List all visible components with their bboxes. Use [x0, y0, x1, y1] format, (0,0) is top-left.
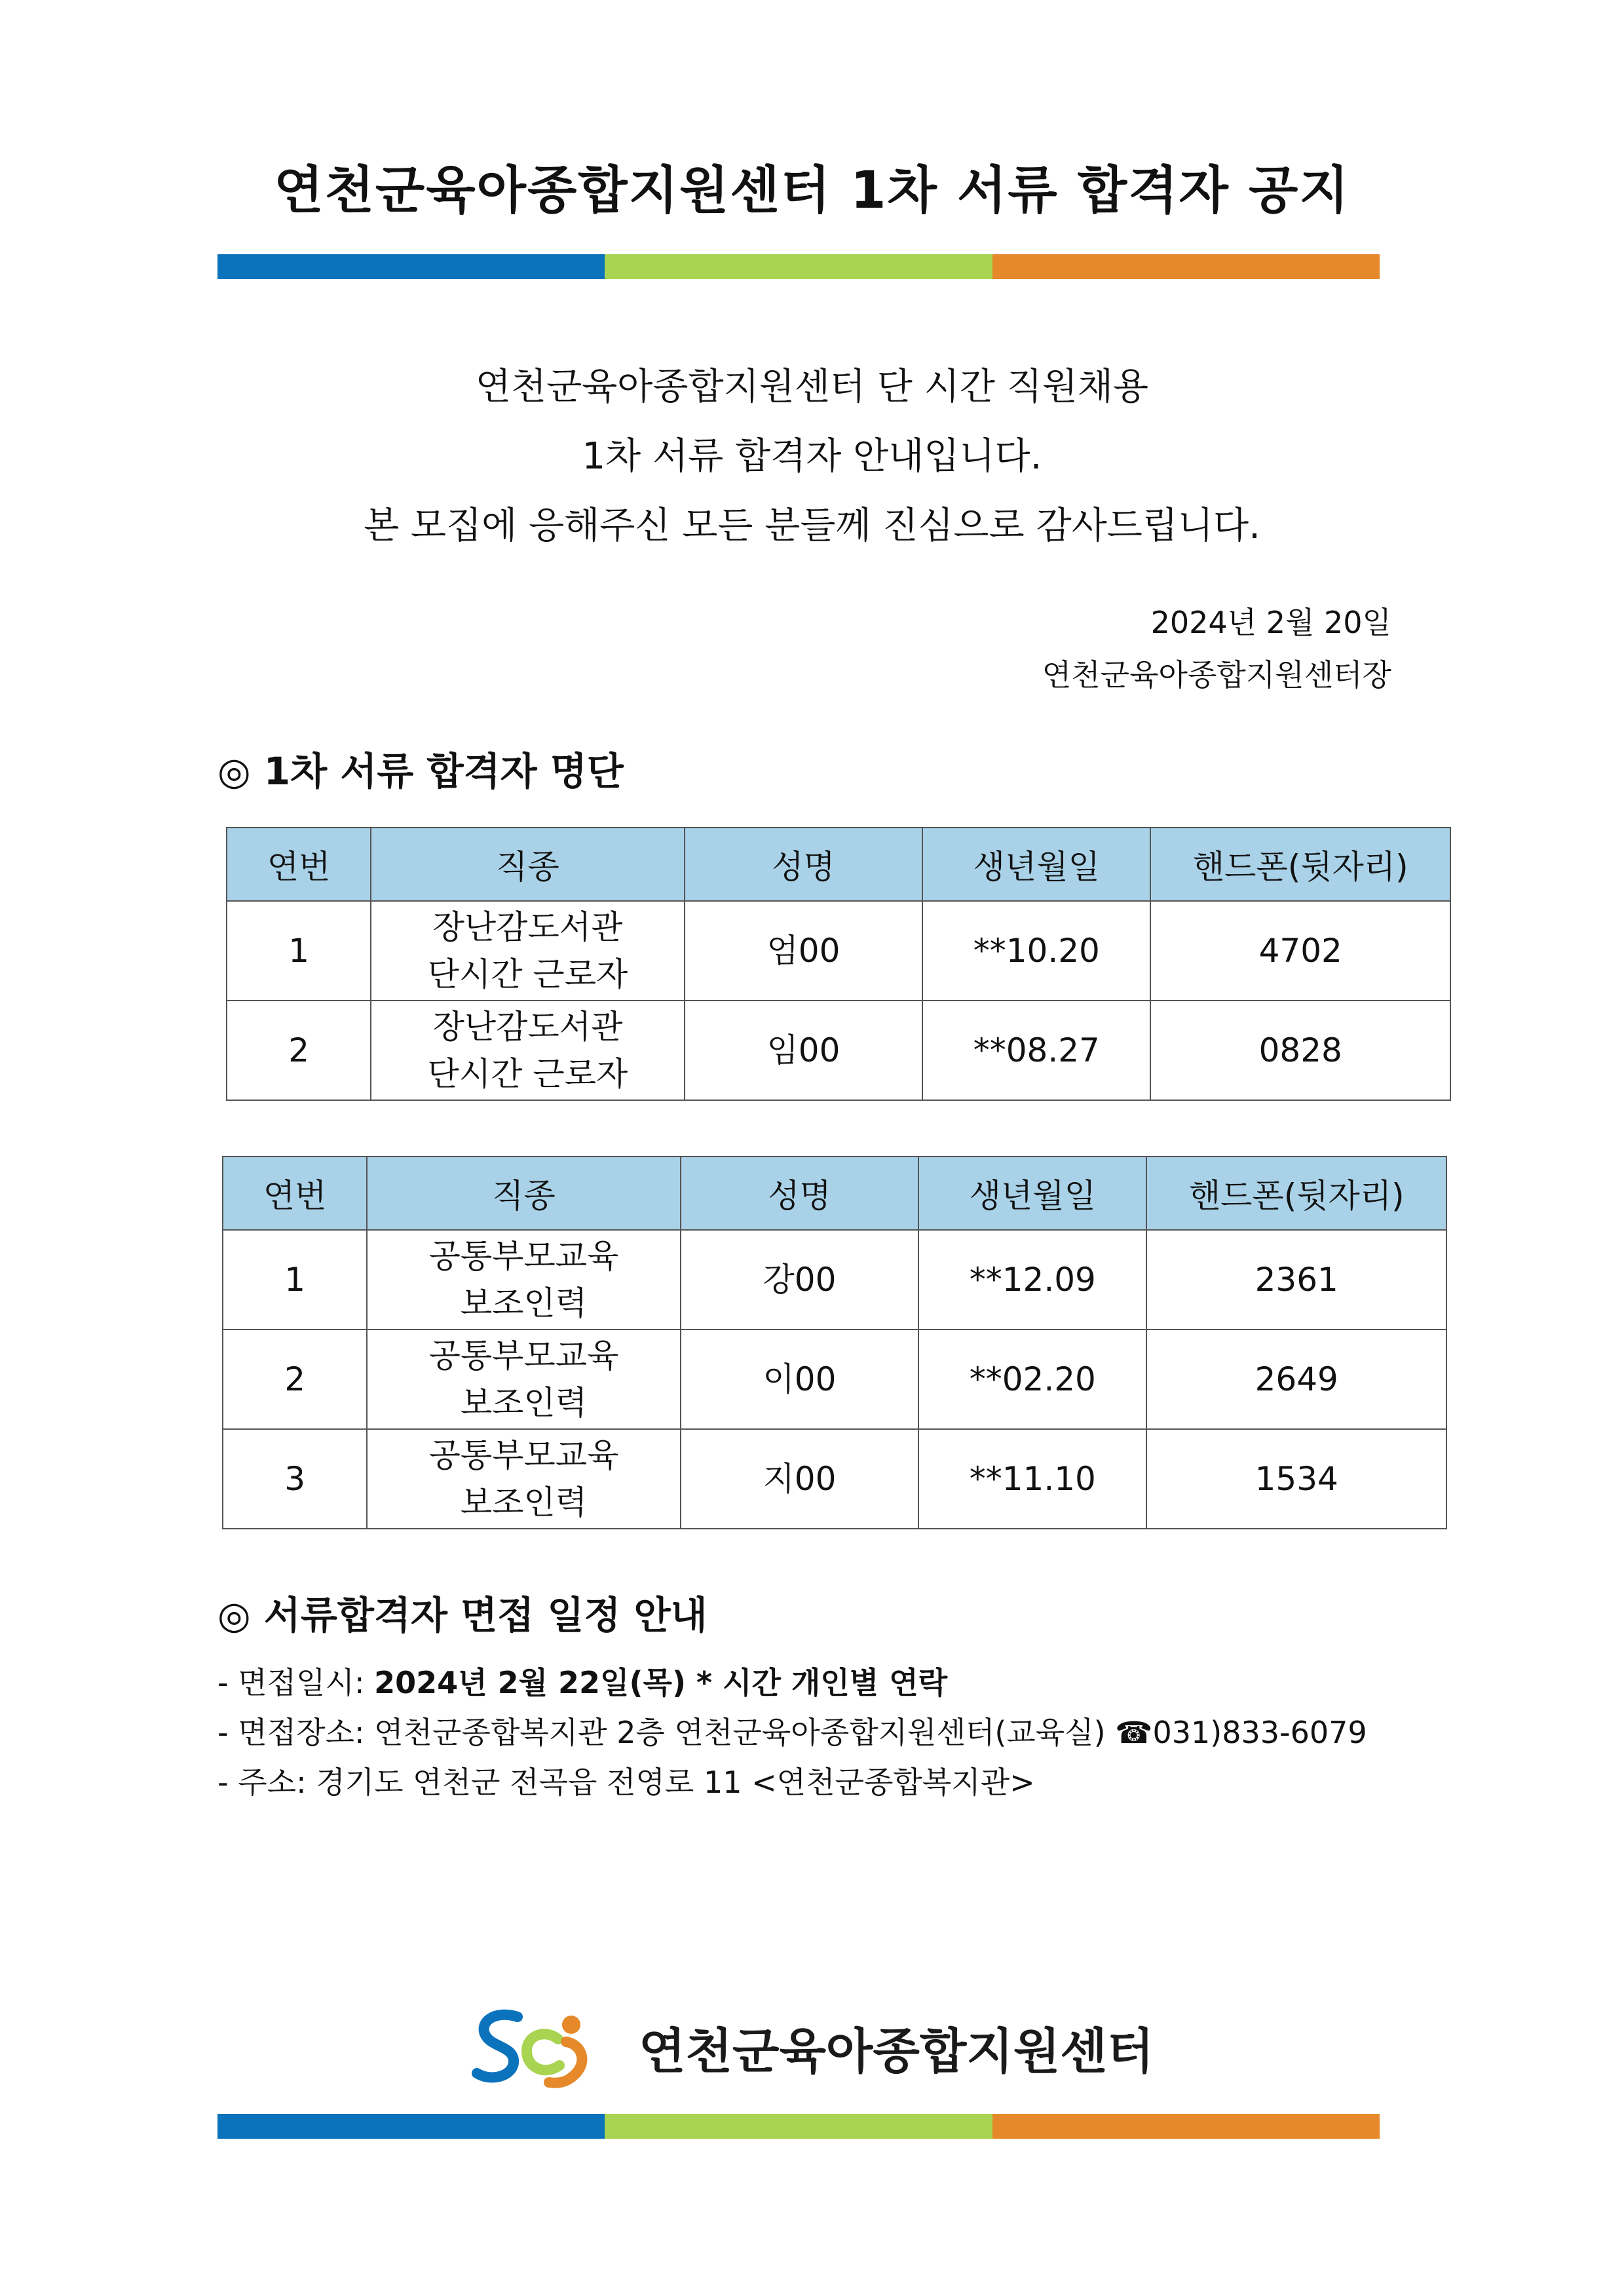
cell-no: 2	[223, 1330, 367, 1429]
cell-no: 1	[227, 901, 371, 1001]
job-line-1: 장난감도서관	[432, 908, 623, 946]
header-phone: 핸드폰(뒷자리)	[1150, 828, 1450, 901]
interview-datetime	[217, 1658, 1367, 1708]
date-signature	[1042, 596, 1391, 701]
job-line-2: 보조인력	[460, 1284, 588, 1322]
center-logo-icon	[472, 2005, 603, 2090]
cell-no: 1	[223, 1230, 367, 1330]
cell-name: 지00	[681, 1429, 918, 1529]
color-bar-orange	[992, 254, 1380, 279]
interview-place	[217, 1708, 1367, 1757]
cell-job	[371, 901, 685, 1001]
roster-table-toy-library	[226, 827, 1451, 1101]
table-header-row	[223, 1157, 1446, 1230]
table-row	[227, 1001, 1450, 1100]
place-phone: 031)833-6079	[1152, 1715, 1367, 1750]
job-line-1: 공통부모교육	[428, 1436, 619, 1474]
table-row	[223, 1230, 1446, 1330]
cell-birth: **02.20	[918, 1330, 1146, 1429]
job-line-2: 보조인력	[460, 1483, 588, 1521]
color-bar-green	[605, 254, 992, 279]
place-value: 연천군종합복지관 2층 연천군육아종합지원센터(교육실)	[374, 1715, 1116, 1750]
color-bar-orange	[992, 2114, 1380, 2139]
notice-date: 2024년 2월 20일	[1150, 605, 1391, 640]
header-birth: 생년월일	[922, 828, 1150, 901]
job-line-1: 장난감도서관	[432, 1008, 623, 1046]
header-name: 성명	[681, 1157, 918, 1230]
job-line-1: 공통부모교육	[428, 1237, 619, 1275]
header-job: 직종	[367, 1157, 681, 1230]
address-label: - 주소:	[217, 1765, 316, 1800]
job-line-1: 공통부모교육	[428, 1337, 619, 1375]
job-line-2: 단시간 근로자	[427, 955, 628, 993]
cell-phone: 4702	[1150, 901, 1450, 1001]
color-bar-blue	[217, 254, 605, 279]
section-title-interview: ◎ 서류합격자 면접 일정 안내	[217, 1593, 708, 1637]
cell-name: 강00	[681, 1230, 918, 1330]
section-title-roster: ◎ 1차 서류 합격자 명단	[217, 749, 624, 794]
cell-name: 이00	[681, 1330, 918, 1429]
cell-phone: 0828	[1150, 1001, 1450, 1100]
footer-center-name: 연천군육아종합지원센터	[639, 2023, 1154, 2080]
cell-job	[367, 1330, 681, 1429]
page-title: 연천군육아종합지원센터 1차 서류 합격자 공지	[274, 161, 1350, 220]
cell-job	[367, 1230, 681, 1330]
color-bar-green	[605, 2114, 992, 2139]
intro-line-1: 연천군육아종합지원센터 단 시간 직원채용	[475, 366, 1149, 408]
footer-brand	[472, 2002, 1154, 2094]
cell-birth: **12.09	[918, 1230, 1146, 1330]
phone-icon: ☎	[1115, 1715, 1153, 1750]
cell-job	[371, 1001, 685, 1100]
address-value: 경기도 연천군 전곡읍 전영로 11 <연천군종합복지관>	[316, 1765, 1035, 1800]
table-row	[223, 1330, 1446, 1429]
cell-job	[367, 1429, 681, 1529]
interview-info	[217, 1658, 1367, 1807]
cell-no: 3	[223, 1429, 367, 1529]
job-line-2: 보조인력	[460, 1384, 588, 1422]
header-phone: 핸드폰(뒷자리)	[1146, 1157, 1446, 1230]
header-no: 연번	[227, 828, 371, 901]
cell-birth: **10.20	[922, 901, 1150, 1001]
header-job: 직종	[371, 828, 685, 901]
cell-name: 임00	[685, 1001, 922, 1100]
bottom-color-bar	[217, 2114, 1380, 2139]
intro-line-2: 1차 서류 합격자 안내입니다.	[582, 435, 1042, 478]
job-line-2: 단시간 근로자	[427, 1055, 628, 1093]
datetime-label: - 면접일시:	[217, 1665, 375, 1700]
cell-name: 엄00	[685, 901, 922, 1001]
intro-text	[0, 353, 1624, 561]
roster-table-parent-education	[222, 1156, 1447, 1529]
color-bar-blue	[217, 2114, 605, 2139]
cell-birth: **11.10	[918, 1429, 1146, 1529]
header-name: 성명	[685, 828, 922, 901]
cell-phone: 2361	[1146, 1230, 1446, 1330]
top-color-bar	[217, 254, 1380, 279]
table-row	[227, 901, 1450, 1001]
datetime-value: 2024년 2월 22일(목) * 시간 개인별 연락	[374, 1665, 948, 1700]
cell-phone: 2649	[1146, 1330, 1446, 1429]
cell-no: 2	[227, 1001, 371, 1100]
place-label: - 면접장소:	[217, 1715, 375, 1750]
table-row	[223, 1429, 1446, 1529]
cell-birth: **08.27	[922, 1001, 1150, 1100]
cell-phone: 1534	[1146, 1429, 1446, 1529]
intro-line-3: 본 모집에 응해주신 모든 분들께 진심으로 감사드립니다.	[364, 505, 1260, 547]
interview-address	[217, 1757, 1367, 1807]
header-birth: 생년월일	[918, 1157, 1146, 1230]
header-no: 연번	[223, 1157, 367, 1230]
signer: 연천군육아종합지원센터장	[1042, 657, 1391, 693]
table-header-row	[227, 828, 1450, 901]
